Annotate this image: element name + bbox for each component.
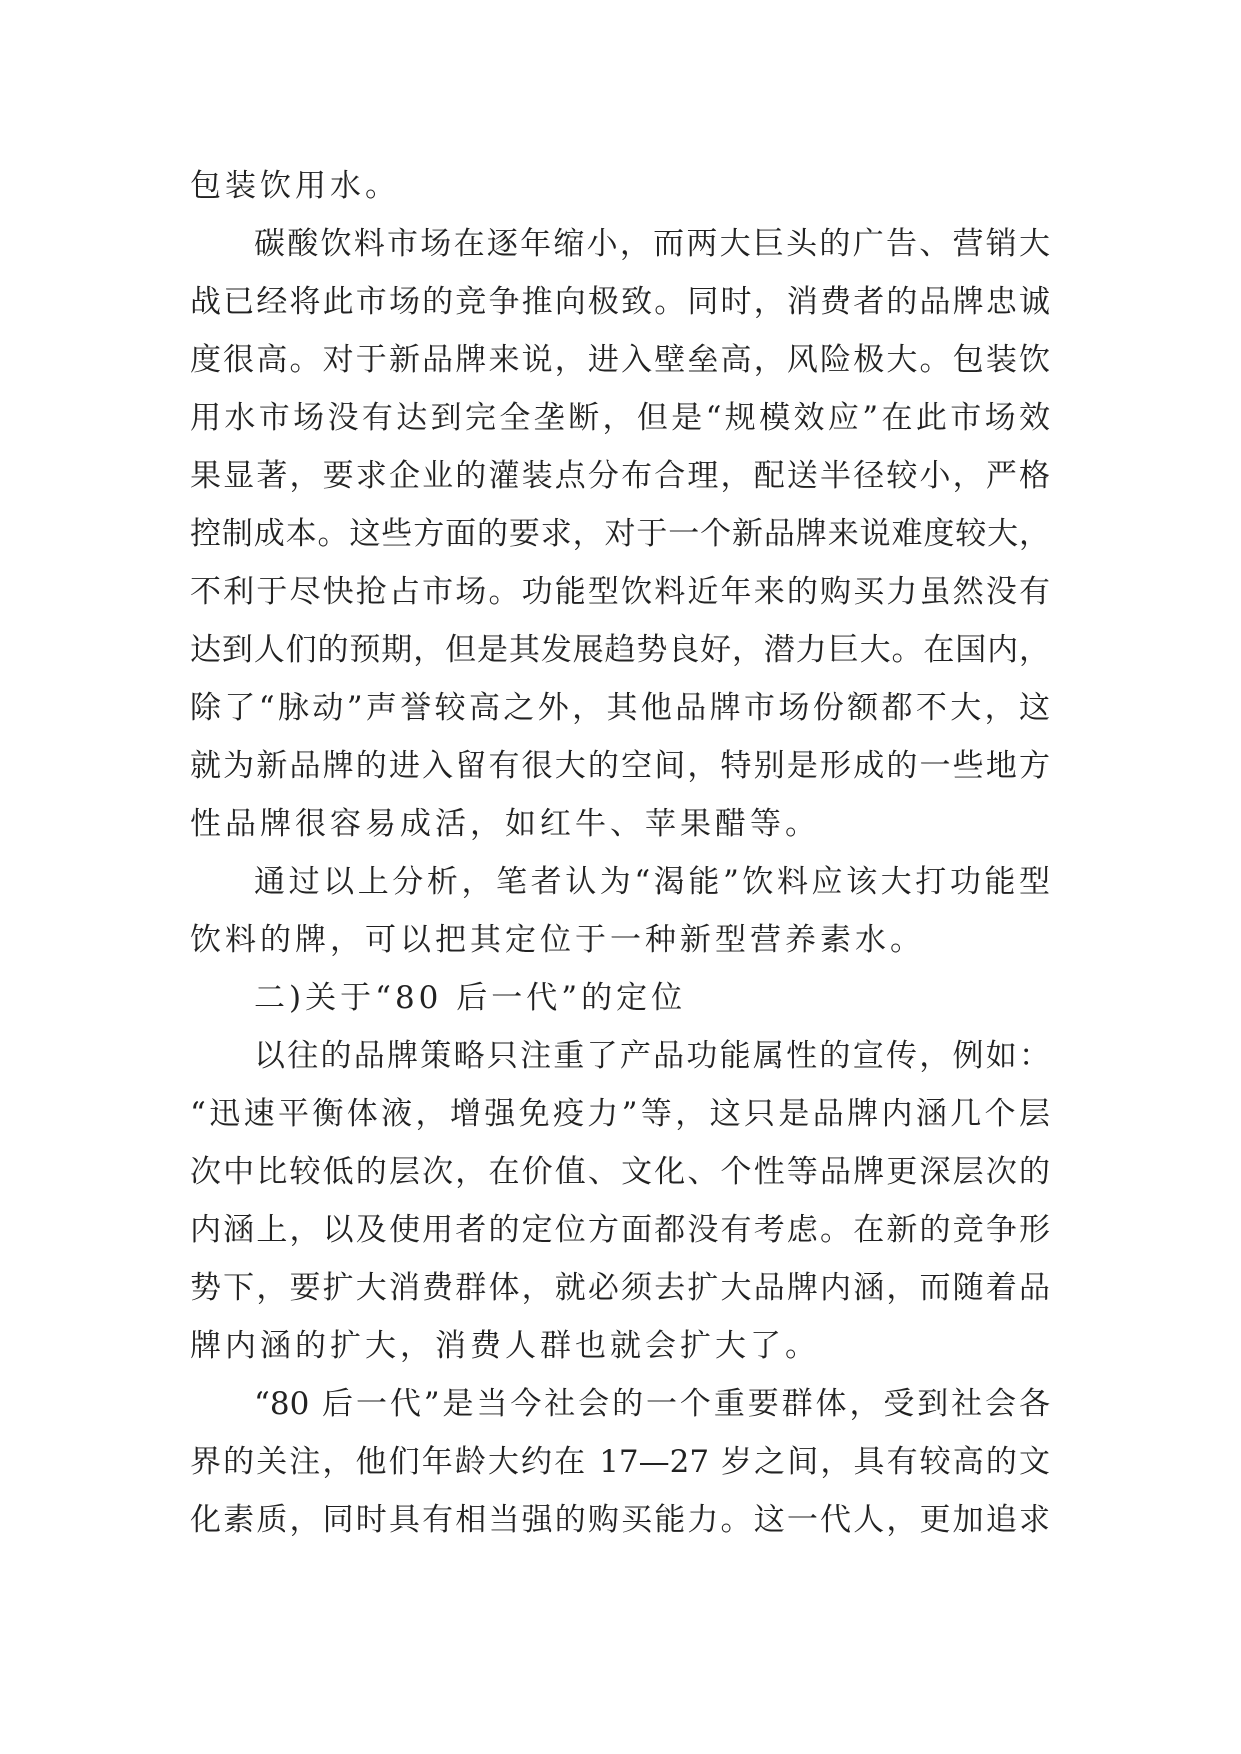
text-line: “迅速平衡体液，增强免疫力”等，这只是品牌内涵几个层 xyxy=(190,1096,1050,1132)
text-line: 性品牌很容易成活，如红牛、苹果醋等。 xyxy=(190,806,820,842)
text-line: 界的关注，他们年龄大约在 17—27 岁之间，具有较高的文 xyxy=(190,1444,1050,1480)
paragraph-first-line: 碳酸饮料市场在逐年缩小，而两大巨头的广告、营销大 xyxy=(254,226,1050,262)
text-line: 就为新品牌的进入留有很大的空间，特别是形成的一些地方 xyxy=(190,748,1050,784)
text-line: 包装饮用水。 xyxy=(190,168,400,204)
text-line: 除了“脉动”声誉较高之外，其他品牌市场份额都不大，这 xyxy=(190,690,1050,726)
text-line: 果显著，要求企业的灌装点分布合理，配送半径较小，严格 xyxy=(190,458,1050,494)
paragraph-first-line: 以往的品牌策略只注重了产品功能属性的宣传，例如： xyxy=(254,1038,1050,1074)
text-line: 饮料的牌，可以把其定位于一种新型营养素水。 xyxy=(190,922,925,958)
text-line: 不利于尽快抢占市场。功能型饮料近年来的购买力虽然没有 xyxy=(190,574,1050,610)
paragraph-first-line: 通过以上分析，笔者认为“渴能”饮料应该大打功能型 xyxy=(254,864,1050,900)
text-line: 内涵上，以及使用者的定位方面都没有考虑。在新的竞争形 xyxy=(190,1212,1050,1248)
text-line: 度很高。对于新品牌来说，进入壁垒高，风险极大。包装饮 xyxy=(190,342,1050,378)
text-line: 用水市场没有达到完全垄断，但是“规模效应”在此市场效 xyxy=(190,400,1050,436)
text-line: 控制成本。这些方面的要求，对于一个新品牌来说难度较大， xyxy=(190,516,1050,552)
text-line: 化素质，同时具有相当强的购买能力。这一代人，更加追求 xyxy=(190,1502,1050,1538)
text-line: 达到人们的预期，但是其发展趋势良好，潜力巨大。在国内， xyxy=(190,632,1050,668)
text-line: 牌内涵的扩大，消费人群也就会扩大了。 xyxy=(190,1328,820,1364)
text-line: 势下，要扩大消费群体，就必须去扩大品牌内涵，而随着品 xyxy=(190,1270,1050,1306)
text-line: 战已经将此市场的竞争推向极致。同时，消费者的品牌忠诚 xyxy=(190,284,1050,320)
section-heading: 二)关于“80 后一代”的定位 xyxy=(254,980,687,1016)
paragraph-first-line: “80 后一代”是当今社会的一个重要群体，受到社会各 xyxy=(254,1386,1050,1422)
text-line: 次中比较低的层次，在价值、文化、个性等品牌更深层次的 xyxy=(190,1154,1050,1190)
